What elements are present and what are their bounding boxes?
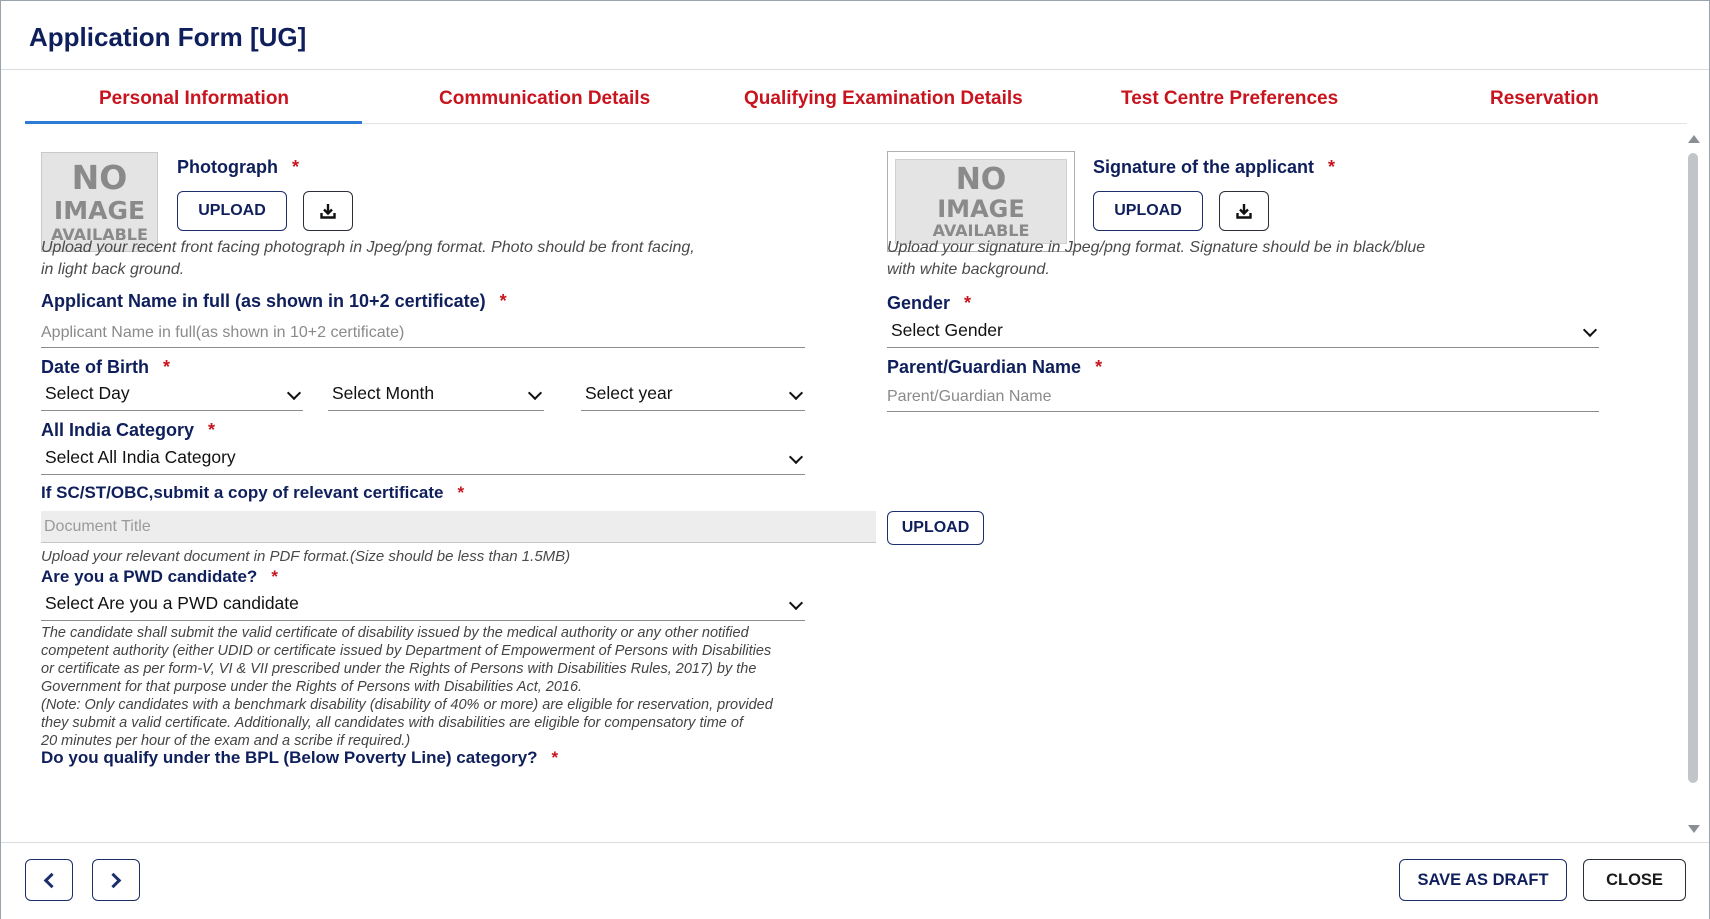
photo-upload-button[interactable]: UPLOAD [177, 191, 287, 231]
placeholder-text: AVAILABLE [932, 220, 1030, 240]
download-icon [319, 202, 337, 220]
required-marker: * [499, 291, 507, 311]
chevron-down-icon [1583, 323, 1597, 337]
signature-upload-button[interactable]: UPLOAD [1093, 191, 1203, 231]
form-footer [1, 842, 1709, 919]
dob-month-value: Select Month [332, 383, 435, 403]
bpl-label: Do you qualify under the BPL (Below Poverty Line) category? * [41, 748, 559, 767]
photo-hint: Upload your recent front facing photograph in Jpeg/png format. Photo should be front facing, in light back ground. [41, 239, 695, 278]
photograph-label: Photograph * [177, 157, 300, 177]
certificate-hint: Upload your relevant document in PDF format.(Size should be less than 1.5MB) [41, 548, 571, 565]
placeholder-text: IMAGE [937, 194, 1025, 223]
pwd-selected-value: Select Are you a PWD candidate [45, 593, 299, 613]
document-title-input[interactable]: Document Title [41, 511, 876, 543]
scroll-up-arrow-icon[interactable] [1688, 135, 1700, 143]
signature-label: Signature of the applicant * [1093, 157, 1336, 177]
gender-label: Gender * [887, 293, 972, 313]
content-scrollbar[interactable] [1685, 131, 1701, 837]
chevron-right-icon [106, 872, 122, 888]
guardian-name-input[interactable]: Parent/Guardian Name [887, 382, 1599, 412]
placeholder-text: NO [71, 158, 128, 197]
dob-day-select[interactable] [41, 377, 303, 411]
placeholder-text: NO [955, 161, 1007, 197]
dob-month-select[interactable] [328, 377, 544, 411]
signature-download-button[interactable] [1219, 191, 1269, 231]
chevron-down-icon [789, 386, 803, 400]
guardian-label: Parent/Guardian Name * [887, 357, 1103, 377]
download-icon [1235, 202, 1253, 220]
required-marker: * [208, 420, 216, 440]
required-marker: * [964, 293, 972, 313]
tab-qualifying-examination-details[interactable]: Qualifying Examination Details [744, 88, 1023, 109]
chevron-down-icon [789, 450, 803, 464]
dob-year-value: Select year [585, 383, 673, 403]
placeholder-text: AVAILABLE [51, 225, 148, 244]
chevron-left-icon [44, 872, 60, 888]
required-marker: * [1095, 357, 1103, 377]
required-marker: * [457, 483, 465, 502]
tab-communication-details[interactable]: Communication Details [439, 88, 651, 109]
save-as-draft-button[interactable]: SAVE AS DRAFT [1399, 859, 1567, 901]
chevron-down-icon [528, 386, 542, 400]
required-marker: * [292, 157, 300, 177]
previous-button[interactable] [25, 859, 73, 901]
tab-test-centre-preferences[interactable]: Test Centre Preferences [1121, 88, 1339, 109]
required-marker: * [551, 748, 559, 767]
signature-hint: Upload your signature in Jpeg/png format. Signature should be in black/blue with white background. [887, 239, 1426, 278]
form-content [1, 125, 1681, 842]
pwd-select[interactable] [41, 587, 805, 621]
dob-year-select[interactable] [581, 377, 805, 411]
certificate-upload-button[interactable]: UPLOAD [887, 511, 984, 545]
applicant-name-input[interactable]: Applicant Name in full(as shown in 10+2 certificate) [41, 318, 805, 348]
placeholder-text: IMAGE [53, 196, 146, 225]
dob-day-value: Select Day [45, 383, 130, 403]
gender-selected-value: Select Gender [891, 320, 1003, 340]
pwd-label: Are you a PWD candidate? * [41, 567, 278, 586]
required-marker: * [271, 567, 278, 586]
close-button[interactable]: CLOSE [1583, 859, 1686, 901]
scrollbar-thumb[interactable] [1688, 153, 1698, 783]
chevron-down-icon [789, 596, 803, 610]
chevron-down-icon [287, 386, 301, 400]
page-title: Application Form [UG] [29, 22, 307, 52]
gender-select[interactable] [887, 314, 1599, 348]
photo-download-button[interactable] [303, 191, 353, 231]
pwd-note: The candidate shall submit the valid certificate of disability issued by the medical authority or any other notified competent authority (either UDID or certificate issued by Department of Empowerment of Persons with Disabilities or certificate as per form-V, VI & VII prescribed under the Rights of Persons with Disabilities Rules, 2017) by the Government for that purpose under the Rights of Persons with Disabilities Act, 2016. (Note: Only candidates with a benchmark disability (disability of 40% or more) are eligible for reservation, provided they submit a valid certificate. Additionally, all candidates with disabilities are eligible for compensatory time of 20 minutes per hour of the exam and a scribe if required.) [41, 625, 773, 749]
category-selected-value: Select All India Category [45, 447, 236, 467]
required-marker: * [163, 357, 171, 377]
certificate-label: If SC/ST/OBC,submit a copy of relevant certificate * [41, 483, 465, 502]
tab-personal-information[interactable]: Personal Information [99, 88, 290, 109]
next-button[interactable] [92, 859, 140, 901]
form-header [1, 1, 1709, 70]
scroll-down-arrow-icon[interactable] [1688, 825, 1700, 833]
form-tabs [25, 70, 1687, 124]
category-select[interactable] [41, 441, 805, 475]
active-tab-indicator [25, 121, 362, 124]
signature-placeholder-image [895, 159, 1067, 244]
required-marker: * [1328, 157, 1336, 177]
applicant-name-label: Applicant Name in full (as shown in 10+2 certificate) * [41, 291, 507, 311]
dob-label: Date of Birth * [41, 357, 171, 377]
category-label: All India Category * [41, 420, 216, 440]
tab-reservation[interactable]: Reservation [1490, 88, 1599, 109]
